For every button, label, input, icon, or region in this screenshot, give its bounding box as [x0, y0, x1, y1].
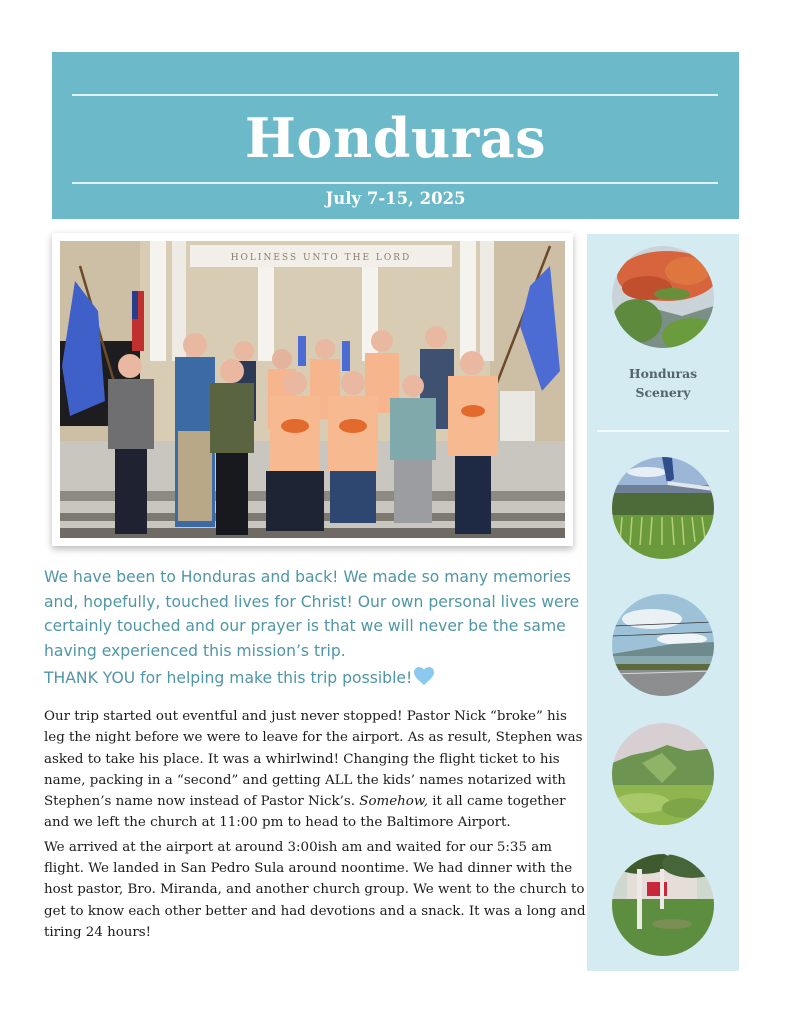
sidebar-divider: [597, 430, 729, 432]
scenery-photo-lake: [612, 594, 714, 696]
trip-dates: July 7-15, 2025: [325, 189, 466, 208]
scenery-photo-tree: [612, 246, 714, 348]
scenery-photo-yard: [612, 854, 714, 956]
thank-you-text: THANK YOU for helping make this trip possible!: [44, 669, 413, 687]
thank-you-line: [44, 666, 584, 694]
header-rule-top: [72, 94, 718, 96]
header-rule-bottom: [72, 182, 718, 184]
scenery-sidebar: [587, 234, 739, 971]
intro-message: [44, 565, 584, 694]
story-paragraph-2: We arrived at the airport at around 3:00ish am and waited for our 5:35 am flight. We landed in San Pedro Sula around noontime. We had dinner with the host pastor, Bro. Miranda, and another church group. We went to the church to get to know each other better and had devotions and a snack. It was a long and tiring 24 hours!: [44, 839, 586, 940]
caption-line-1: Honduras: [628, 366, 698, 381]
group-photo: [60, 241, 565, 538]
story-text: Our trip started out eventful and just never stopped! Pastor Nick “broke” his leg the night before we were to leave for the airport. As as result, Stephen was asked to take his place. It was a whirlwind! Changing the flight ticket to his name, packing in a “second” and getting ALL the kids’ names notarized with Stephen’s name now instead of Pastor Nick’s.: [44, 709, 583, 810]
story-text: it all came together and we left the church at 11:00 pm to head to the Baltimore Airport.: [44, 794, 566, 831]
intro-paragraph: We have been to Honduras and back! We made so many memories and, hopefully, touched lives for Christ! Our own personal lives were certainly touched and our prayer is that we will never be the same having experienced this mission’s trip.: [44, 568, 580, 660]
sidebar-caption: [587, 364, 739, 402]
group-photo-frame: [52, 233, 573, 546]
scenery-photo-mountain: [612, 723, 714, 825]
trip-story: [44, 706, 589, 943]
scenery-photo-aerial: [612, 457, 714, 559]
story-paragraph-1: [44, 706, 589, 834]
heart-icon: [414, 667, 434, 694]
page-title: Honduras: [244, 106, 547, 170]
group-photo-illustration: [60, 241, 565, 538]
header-banner: [52, 52, 739, 219]
svg-text:HOLINESS UNTO THE LORD: HOLINESS UNTO THE LORD: [230, 253, 412, 263]
story-emphasis: Somehow,: [359, 794, 428, 810]
caption-line-2: Scenery: [635, 385, 691, 400]
